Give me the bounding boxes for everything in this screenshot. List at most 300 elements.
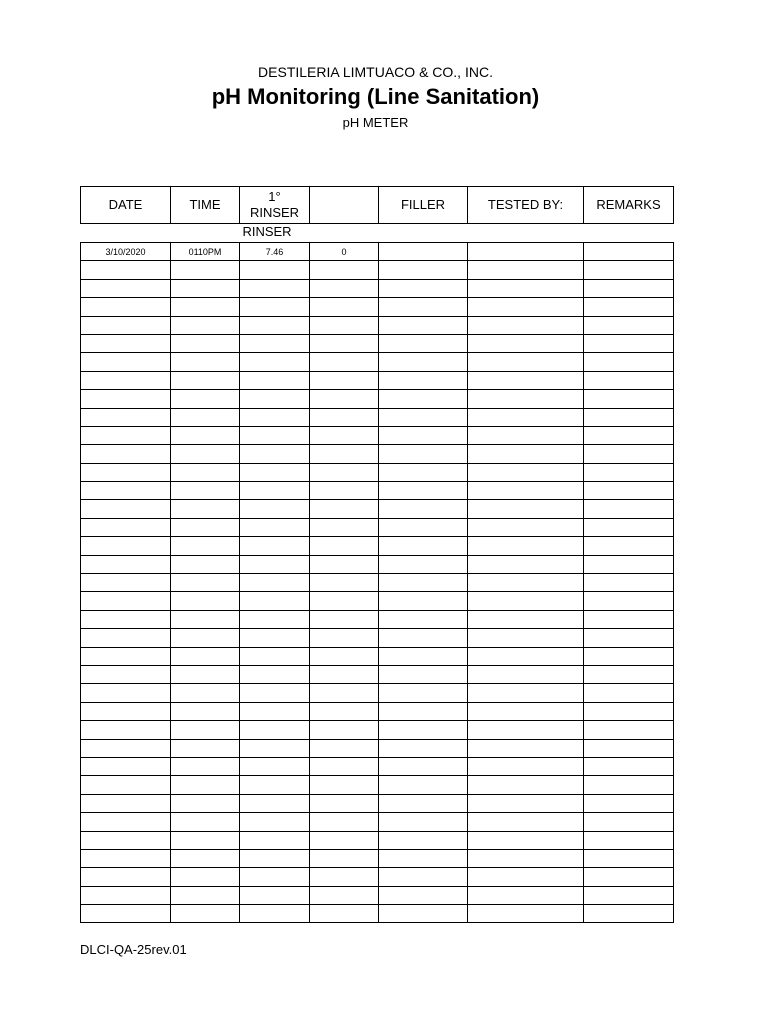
table-row — [81, 279, 674, 297]
table-cell — [171, 555, 240, 573]
company-name: DESTILERIA LIMTUACO & CO., INC. — [258, 64, 493, 80]
table-cell — [584, 610, 674, 628]
table-cell — [310, 739, 379, 757]
table-cell — [240, 776, 310, 794]
table-cell — [379, 886, 468, 904]
table-cell — [584, 426, 674, 444]
table-cell — [81, 463, 171, 481]
table-cell — [379, 298, 468, 316]
table-row — [81, 298, 674, 316]
table-row — [81, 445, 674, 463]
table-row — [81, 794, 674, 812]
table-cell — [240, 757, 310, 775]
table-cell — [468, 739, 584, 757]
table-cell — [171, 390, 240, 408]
table-cell — [81, 537, 171, 555]
table-cell — [468, 298, 584, 316]
table-cell — [379, 334, 468, 352]
table-cell — [240, 629, 310, 647]
table-cell — [81, 261, 171, 279]
table-cell — [310, 794, 379, 812]
table-cell — [310, 868, 379, 886]
table-cell — [584, 813, 674, 831]
table-cell — [468, 776, 584, 794]
table-cell — [81, 390, 171, 408]
table-cell — [379, 721, 468, 739]
table-cell — [171, 426, 240, 444]
table-cell — [379, 849, 468, 867]
table-row — [81, 849, 674, 867]
table-cell — [81, 776, 171, 794]
table-cell — [81, 721, 171, 739]
table-cell — [171, 757, 240, 775]
table-cell — [584, 647, 674, 665]
table-cell — [310, 813, 379, 831]
table-cell — [240, 702, 310, 720]
table-cell — [584, 757, 674, 775]
data-table — [80, 242, 674, 923]
table-row — [81, 647, 674, 665]
table-cell: 7.46 — [240, 243, 310, 261]
col-header-remarks: REMARKS — [584, 187, 674, 224]
table-cell — [310, 665, 379, 683]
table-cell — [379, 757, 468, 775]
table-cell — [310, 518, 379, 536]
table-row — [81, 813, 674, 831]
table-cell — [468, 408, 584, 426]
table-cell — [310, 702, 379, 720]
table-cell — [379, 518, 468, 536]
table-row — [81, 776, 674, 794]
table-cell — [468, 426, 584, 444]
table-cell — [240, 574, 310, 592]
table-cell — [81, 371, 171, 389]
table-cell — [310, 445, 379, 463]
table-cell — [171, 261, 240, 279]
table-cell — [171, 592, 240, 610]
table-cell — [468, 261, 584, 279]
table-cell — [468, 721, 584, 739]
table-cell — [81, 831, 171, 849]
table-cell — [310, 463, 379, 481]
table-cell — [171, 813, 240, 831]
table-cell — [468, 665, 584, 683]
table-cell — [81, 905, 171, 923]
table-cell — [468, 813, 584, 831]
table-row — [81, 537, 674, 555]
table-cell — [379, 316, 468, 334]
table-cell — [310, 592, 379, 610]
table-cell — [310, 371, 379, 389]
table-cell — [171, 684, 240, 702]
table-cell — [81, 334, 171, 352]
table-cell: 3/10/2020 — [81, 243, 171, 261]
table-cell — [379, 482, 468, 500]
table-cell — [310, 629, 379, 647]
table-cell — [379, 463, 468, 481]
col-header-date: DATE — [81, 187, 171, 224]
col-header-blank — [310, 187, 379, 224]
table-cell — [81, 849, 171, 867]
table-cell — [468, 371, 584, 389]
table-cell — [310, 261, 379, 279]
table-cell — [81, 574, 171, 592]
table-cell — [171, 721, 240, 739]
table-cell — [468, 390, 584, 408]
table-cell — [81, 555, 171, 573]
table-cell — [584, 243, 674, 261]
table-row — [81, 261, 674, 279]
table-cell — [240, 408, 310, 426]
table-cell — [81, 279, 171, 297]
table-cell — [468, 629, 584, 647]
table-cell — [310, 482, 379, 500]
table-cell — [171, 518, 240, 536]
table-cell — [310, 647, 379, 665]
table-cell — [240, 794, 310, 812]
table-cell — [310, 684, 379, 702]
table-cell — [468, 445, 584, 463]
header-row — [81, 187, 674, 224]
table-cell — [310, 334, 379, 352]
table-cell — [584, 555, 674, 573]
table-cell — [379, 739, 468, 757]
table-cell — [468, 849, 584, 867]
table-row — [81, 886, 674, 904]
table-cell — [379, 500, 468, 518]
table-cell — [379, 905, 468, 923]
table-row — [81, 757, 674, 775]
table-cell — [81, 408, 171, 426]
table-cell — [240, 813, 310, 831]
table-cell — [379, 702, 468, 720]
table-cell — [81, 757, 171, 775]
table-row — [81, 243, 674, 261]
table-row — [81, 629, 674, 647]
table-cell — [171, 739, 240, 757]
table-cell — [171, 776, 240, 794]
table-cell — [468, 555, 584, 573]
table-cell — [171, 298, 240, 316]
table-cell — [81, 886, 171, 904]
table-cell — [81, 813, 171, 831]
table-cell — [468, 684, 584, 702]
table-cell: 0 — [310, 243, 379, 261]
table-cell — [379, 592, 468, 610]
table-cell — [584, 739, 674, 757]
table-cell — [240, 334, 310, 352]
table-cell — [468, 463, 584, 481]
table-cell — [468, 868, 584, 886]
table-cell — [379, 647, 468, 665]
table-cell — [379, 408, 468, 426]
table-cell — [310, 298, 379, 316]
table-cell — [468, 794, 584, 812]
table-cell — [584, 684, 674, 702]
table-cell — [379, 868, 468, 886]
table-cell — [171, 500, 240, 518]
table-row — [81, 426, 674, 444]
table-cell — [81, 684, 171, 702]
table-row — [81, 868, 674, 886]
table-cell — [379, 629, 468, 647]
table-cell — [171, 905, 240, 923]
table-row — [81, 905, 674, 923]
table-row — [81, 665, 674, 683]
col-header-rinser: 1° RINSER — [240, 187, 310, 224]
table-cell — [171, 334, 240, 352]
table-cell — [81, 629, 171, 647]
table-row — [81, 353, 674, 371]
table-cell — [310, 849, 379, 867]
table-cell — [310, 279, 379, 297]
table-cell — [171, 610, 240, 628]
table-cell — [171, 574, 240, 592]
table-cell — [379, 684, 468, 702]
table-row — [81, 739, 674, 757]
table-cell — [171, 849, 240, 867]
table-cell — [584, 629, 674, 647]
document-code: DLCI-QA-25rev.01 — [80, 942, 187, 957]
table-cell — [584, 463, 674, 481]
header-table — [80, 186, 674, 224]
table-cell — [379, 537, 468, 555]
table-cell — [379, 831, 468, 849]
table-cell — [240, 721, 310, 739]
table-cell — [171, 702, 240, 720]
table-cell — [468, 353, 584, 371]
table-cell — [379, 794, 468, 812]
table-cell — [584, 261, 674, 279]
table-row — [81, 592, 674, 610]
table-cell — [584, 868, 674, 886]
table-cell — [171, 794, 240, 812]
table-cell — [81, 482, 171, 500]
table-cell — [379, 665, 468, 683]
table-cell — [171, 537, 240, 555]
table-cell — [584, 665, 674, 683]
table-cell — [379, 445, 468, 463]
table-cell — [584, 316, 674, 334]
table-cell — [81, 794, 171, 812]
table-cell — [468, 518, 584, 536]
table-row — [81, 831, 674, 849]
table-cell — [584, 482, 674, 500]
table-cell — [379, 555, 468, 573]
table-cell — [468, 334, 584, 352]
table-cell — [81, 702, 171, 720]
table-cell — [468, 574, 584, 592]
table-cell — [240, 886, 310, 904]
table-cell — [240, 390, 310, 408]
table-cell — [379, 390, 468, 408]
table-cell — [240, 261, 310, 279]
table-row — [81, 702, 674, 720]
table-cell — [584, 353, 674, 371]
table-cell — [379, 243, 468, 261]
table-row — [81, 463, 674, 481]
table-cell — [468, 757, 584, 775]
table-cell — [171, 868, 240, 886]
table-cell — [81, 445, 171, 463]
table-cell — [584, 334, 674, 352]
table-cell — [584, 905, 674, 923]
table-cell — [584, 776, 674, 794]
table-cell — [468, 592, 584, 610]
table-cell — [584, 849, 674, 867]
table-cell — [468, 279, 584, 297]
table-cell — [240, 518, 310, 536]
table-cell — [379, 371, 468, 389]
table-row — [81, 500, 674, 518]
table-cell — [240, 610, 310, 628]
table-cell — [81, 647, 171, 665]
table-cell — [468, 610, 584, 628]
table-cell — [310, 905, 379, 923]
table-cell — [468, 905, 584, 923]
table-cell — [240, 353, 310, 371]
table-row — [81, 721, 674, 739]
table-cell — [379, 813, 468, 831]
table-cell — [379, 261, 468, 279]
table-cell — [379, 776, 468, 794]
table-cell — [584, 721, 674, 739]
table-cell — [310, 500, 379, 518]
table-cell — [171, 647, 240, 665]
table-cell — [81, 316, 171, 334]
table-cell — [240, 868, 310, 886]
table-cell — [584, 408, 674, 426]
table-cell — [584, 279, 674, 297]
table-cell — [171, 831, 240, 849]
table-cell — [171, 371, 240, 389]
table-cell — [584, 371, 674, 389]
table-cell — [81, 518, 171, 536]
col-header-tested-by: TESTED BY: — [468, 187, 584, 224]
table-cell — [240, 592, 310, 610]
table-cell — [240, 555, 310, 573]
table-row — [81, 334, 674, 352]
table-cell — [379, 574, 468, 592]
table-row — [81, 574, 674, 592]
table-cell — [584, 831, 674, 849]
table-row — [81, 316, 674, 334]
table-cell — [584, 537, 674, 555]
table-cell — [81, 610, 171, 628]
table-cell — [310, 353, 379, 371]
table-cell — [468, 537, 584, 555]
table-cell — [310, 574, 379, 592]
table-cell — [240, 849, 310, 867]
table-cell — [379, 426, 468, 444]
table-cell — [468, 500, 584, 518]
table-row — [81, 408, 674, 426]
table-cell — [584, 592, 674, 610]
table-cell — [310, 426, 379, 444]
table-cell — [240, 647, 310, 665]
table-cell — [310, 610, 379, 628]
table-cell — [81, 665, 171, 683]
table-row — [81, 482, 674, 500]
table-cell — [310, 408, 379, 426]
table-cell — [171, 629, 240, 647]
table-cell — [240, 684, 310, 702]
col-header-time: TIME — [171, 187, 240, 224]
table-cell — [81, 298, 171, 316]
table-cell — [81, 739, 171, 757]
table-row — [81, 610, 674, 628]
table-cell — [81, 592, 171, 610]
table-cell — [310, 886, 379, 904]
table-cell — [584, 298, 674, 316]
table-cell — [310, 316, 379, 334]
table-cell — [171, 463, 240, 481]
table-cell — [584, 390, 674, 408]
table-cell — [240, 463, 310, 481]
table-cell — [310, 831, 379, 849]
table-row — [81, 371, 674, 389]
table-cell — [584, 445, 674, 463]
table-cell — [240, 279, 310, 297]
table-cell — [468, 647, 584, 665]
table-cell — [310, 776, 379, 794]
table-row — [81, 684, 674, 702]
table-cell — [468, 702, 584, 720]
table-cell: 0110PM — [171, 243, 240, 261]
table-cell — [240, 537, 310, 555]
table-cell — [240, 739, 310, 757]
table-cell — [310, 757, 379, 775]
form-subtitle: pH METER — [342, 115, 409, 130]
table-row — [81, 518, 674, 536]
table-cell — [468, 482, 584, 500]
form-title: pH Monitoring (Line Sanitation) — [211, 84, 540, 109]
table-cell — [468, 831, 584, 849]
table-cell — [171, 445, 240, 463]
table-cell — [584, 794, 674, 812]
table-cell — [240, 905, 310, 923]
table-cell — [171, 408, 240, 426]
table-cell — [81, 500, 171, 518]
table-cell — [171, 353, 240, 371]
table-cell — [171, 665, 240, 683]
table-cell — [171, 886, 240, 904]
table-cell — [81, 426, 171, 444]
table-cell — [310, 721, 379, 739]
table-cell — [240, 831, 310, 849]
table-row — [81, 555, 674, 573]
table-cell — [468, 316, 584, 334]
table-cell — [584, 518, 674, 536]
table-cell — [379, 279, 468, 297]
table-cell — [310, 390, 379, 408]
table-cell — [379, 610, 468, 628]
table-cell — [240, 445, 310, 463]
table-cell — [240, 371, 310, 389]
table-row — [81, 390, 674, 408]
table-cell — [240, 500, 310, 518]
table-cell — [584, 574, 674, 592]
table-cell — [171, 279, 240, 297]
col-header-filler: FILLER — [379, 187, 468, 224]
table-cell — [171, 316, 240, 334]
table-cell — [240, 426, 310, 444]
table-cell — [240, 482, 310, 500]
table-cell — [240, 316, 310, 334]
stray-rinser-label: RINSER — [242, 224, 292, 239]
table-cell — [468, 243, 584, 261]
table-cell — [584, 886, 674, 904]
